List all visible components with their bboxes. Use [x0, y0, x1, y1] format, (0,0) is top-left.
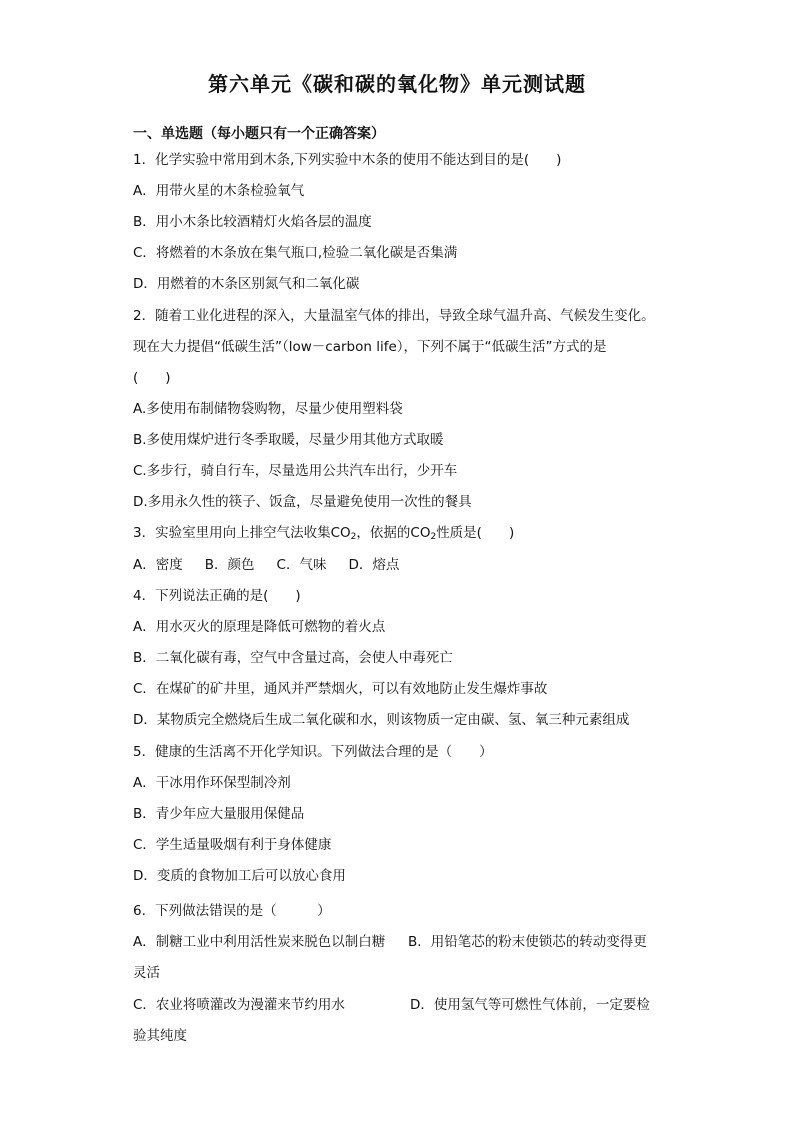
question-3-option-a: A．密度	[133, 557, 183, 573]
question-4-option-b: B．二氧化碳有毒，空气中含量过高，会使人中毒死亡	[133, 650, 453, 666]
question-6-stem: 6．下列做法错误的是（ ）	[133, 903, 331, 919]
co2-subscript: 2	[350, 532, 357, 542]
question-2-stem-line-3: ( )	[133, 370, 171, 386]
question-6-option-b-line-1: B．用铅笔芯的粉末使锁芯的转动变得更	[408, 934, 647, 950]
question-4-option-a: A．用水灭火的原理是降低可燃物的着火点	[133, 619, 386, 635]
question-6-option-b-line-2: 灵活	[133, 965, 160, 981]
question-3-stem-part-1: 3．实验室里用向上排空气法收集CO	[133, 525, 351, 541]
page-title: 第六单元《碳和碳的氧化物》单元测试题	[208, 72, 586, 96]
question-3-stem	[133, 523, 514, 547]
question-2-option-d: D.多用永久性的筷子、饭盒，尽量避免使用一次性的餐具	[133, 494, 472, 510]
question-3-option-d: D．熔点	[348, 557, 400, 573]
question-2-stem-line-2: 现在大力提倡“低碳生活”（low－carbon life），下列不属于“低碳生活”方式的是	[133, 339, 607, 355]
question-3-option-b: B．颜色	[204, 557, 255, 573]
question-1-stem: 1．化学实验中常用到木条,下列实验中木条的使用不能达到目的是( )	[133, 152, 562, 168]
question-5-option-d: D．变质的食物加工后可以放心食用	[133, 868, 346, 884]
question-1-option-d: D．用燃着的木条区别氮气和二氧化碳	[133, 276, 360, 292]
question-2-stem-line-1: 2．随着工业化进程的深入，大量温室气体的排出，导致全球气温升高、气候发生变化。	[133, 308, 655, 324]
question-6-option-d-line-2: 验其纯度	[133, 1028, 187, 1044]
question-6-option-c: C．农业将喷灌改为漫灌来节约用水	[133, 997, 345, 1013]
question-2-option-c: C.多步行，骑自行车，尽量选用公共汽车出行，少开车	[133, 463, 458, 479]
question-1-option-a: A．用带火星的木条检验氧气	[133, 183, 305, 199]
question-2-option-b: B.多使用煤炉进行冬季取暖，尽量少用其他方式取暖	[133, 432, 444, 448]
question-1-option-c: C．将燃着的木条放在集气瓶口,检验二氧化碳是否集满	[133, 245, 458, 261]
question-5-stem: 5．健康的生活离不开化学知识。下列做法合理的是（ ）	[133, 744, 493, 760]
question-5-option-a: A．干冰用作环保型制冷剂	[133, 775, 291, 791]
question-3-options	[133, 555, 421, 575]
section-heading: 一、单选题（每小题只有一个正确答案）	[133, 126, 385, 142]
question-5-option-b: B．青少年应大量服用保健品	[133, 806, 305, 822]
question-4-option-d: D．某物质完全燃烧后生成二氧化碳和水，则该物质一定由碳、氢、氧三种元素组成	[133, 712, 630, 728]
question-2-option-a: A.多使用布制储物袋购物，尽量少使用塑料袋	[133, 401, 403, 417]
question-4-option-c: C．在煤矿的矿井里，通风并严禁烟火，可以有效地防止发生爆炸事故	[133, 681, 548, 697]
question-6-option-d-line-1: D．使用氢气等可燃性气体前，一定要检	[410, 997, 650, 1013]
co2-subscript: 2	[430, 532, 437, 542]
question-3-option-c: C．气味	[276, 557, 327, 573]
question-3-stem-part-3: 性质是( )	[436, 525, 515, 541]
question-3-stem-part-2: ，依据的CO	[356, 525, 431, 541]
question-6-option-a: A．制糖工业中利用活性炭来脱色以制白糖	[133, 934, 386, 950]
question-1-option-b: B．用小木条比较酒精灯火焰各层的温度	[133, 214, 372, 230]
question-5-option-c: C．学生适量吸烟有利于身体健康	[133, 837, 332, 853]
question-4-stem: 4．下列说法正确的是( )	[133, 588, 301, 604]
